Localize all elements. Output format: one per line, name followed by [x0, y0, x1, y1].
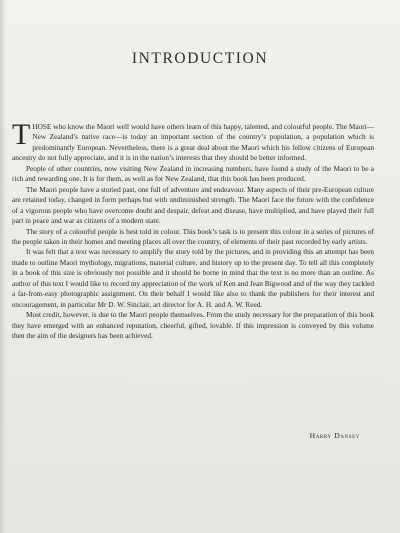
paragraph-6: Most credit, however, is due to the Maori people themselves. From the study necessary for the preparation of this book they have emerged with an enhanced reputation, cheerful, gifted, lovable. If this impression is conveyed by this volume then the aim of the designers has been achieved.	[12, 310, 374, 341]
paragraph-3: The Maori people have a storied past, one full of adventure and endeavour. Many aspects of their pre-European culture are retained today, changed in form perhaps but with undiminished strength. The Maori face the future with the confidence of a vigorous people who have overcome doubt and despair, defeat and disease, have multiplied, and have played their full part in peace and war as citizens of a modern state.	[12, 184, 374, 226]
introduction-body	[12, 118, 374, 342]
page-gutter-shadow	[0, 0, 6, 533]
paragraph-2: People of other countries, now visiting New Zealand in increasing numbers, have found a study of the Maori to be a rich and rewarding one. It is for them, as well as for New Zealand, that this book has been produced.	[12, 163, 374, 184]
paragraph-5: It was felt that a text was necessary to amplify the story told by the pictures, and in providing this an attempt has been made to outline Maori mythology, migrations, material culture, and history up to the present day. To tell all this completely in a book of this size is obviously not possible and it should be borne in mind that the text is no more than an outline. As author of this text I would like to record my appreciation of the work of Ken and Jean Bigwood and of the way they tackled a far-from-easy photographic assignment. On their behalf I would like also to thank the publishers for their interest and encouragement, in particular Mr D. W. Sinclair, art director for A. H. and A. W. Reed.	[12, 247, 374, 309]
paragraph-1-text: HOSE who know the Maori well would have others learn of this happy, talented, and colourful people. The Maori—New Zealand’s native race—is today an important section of the country’s population, a population which is predominantly European. Nevertheless, there is a great deal about the Maori which his fellow citizens of European ancestry do not fully appreciate, and it is in the nation’s interests that they should be better informed.	[12, 122, 374, 163]
drop-cap: T	[12, 118, 31, 151]
paragraph-4: The story of a colourful people is best told in colour. This book’s task is to present this colour in a series of pictures of the people taken in their homes and meeting places all over the country, of elements of their past recorded by early artists.	[12, 226, 374, 246]
page-title: INTRODUCTION	[131, 50, 269, 67]
author-signature: Harry Dansey	[309, 431, 360, 440]
paragraph-1	[12, 118, 374, 164]
